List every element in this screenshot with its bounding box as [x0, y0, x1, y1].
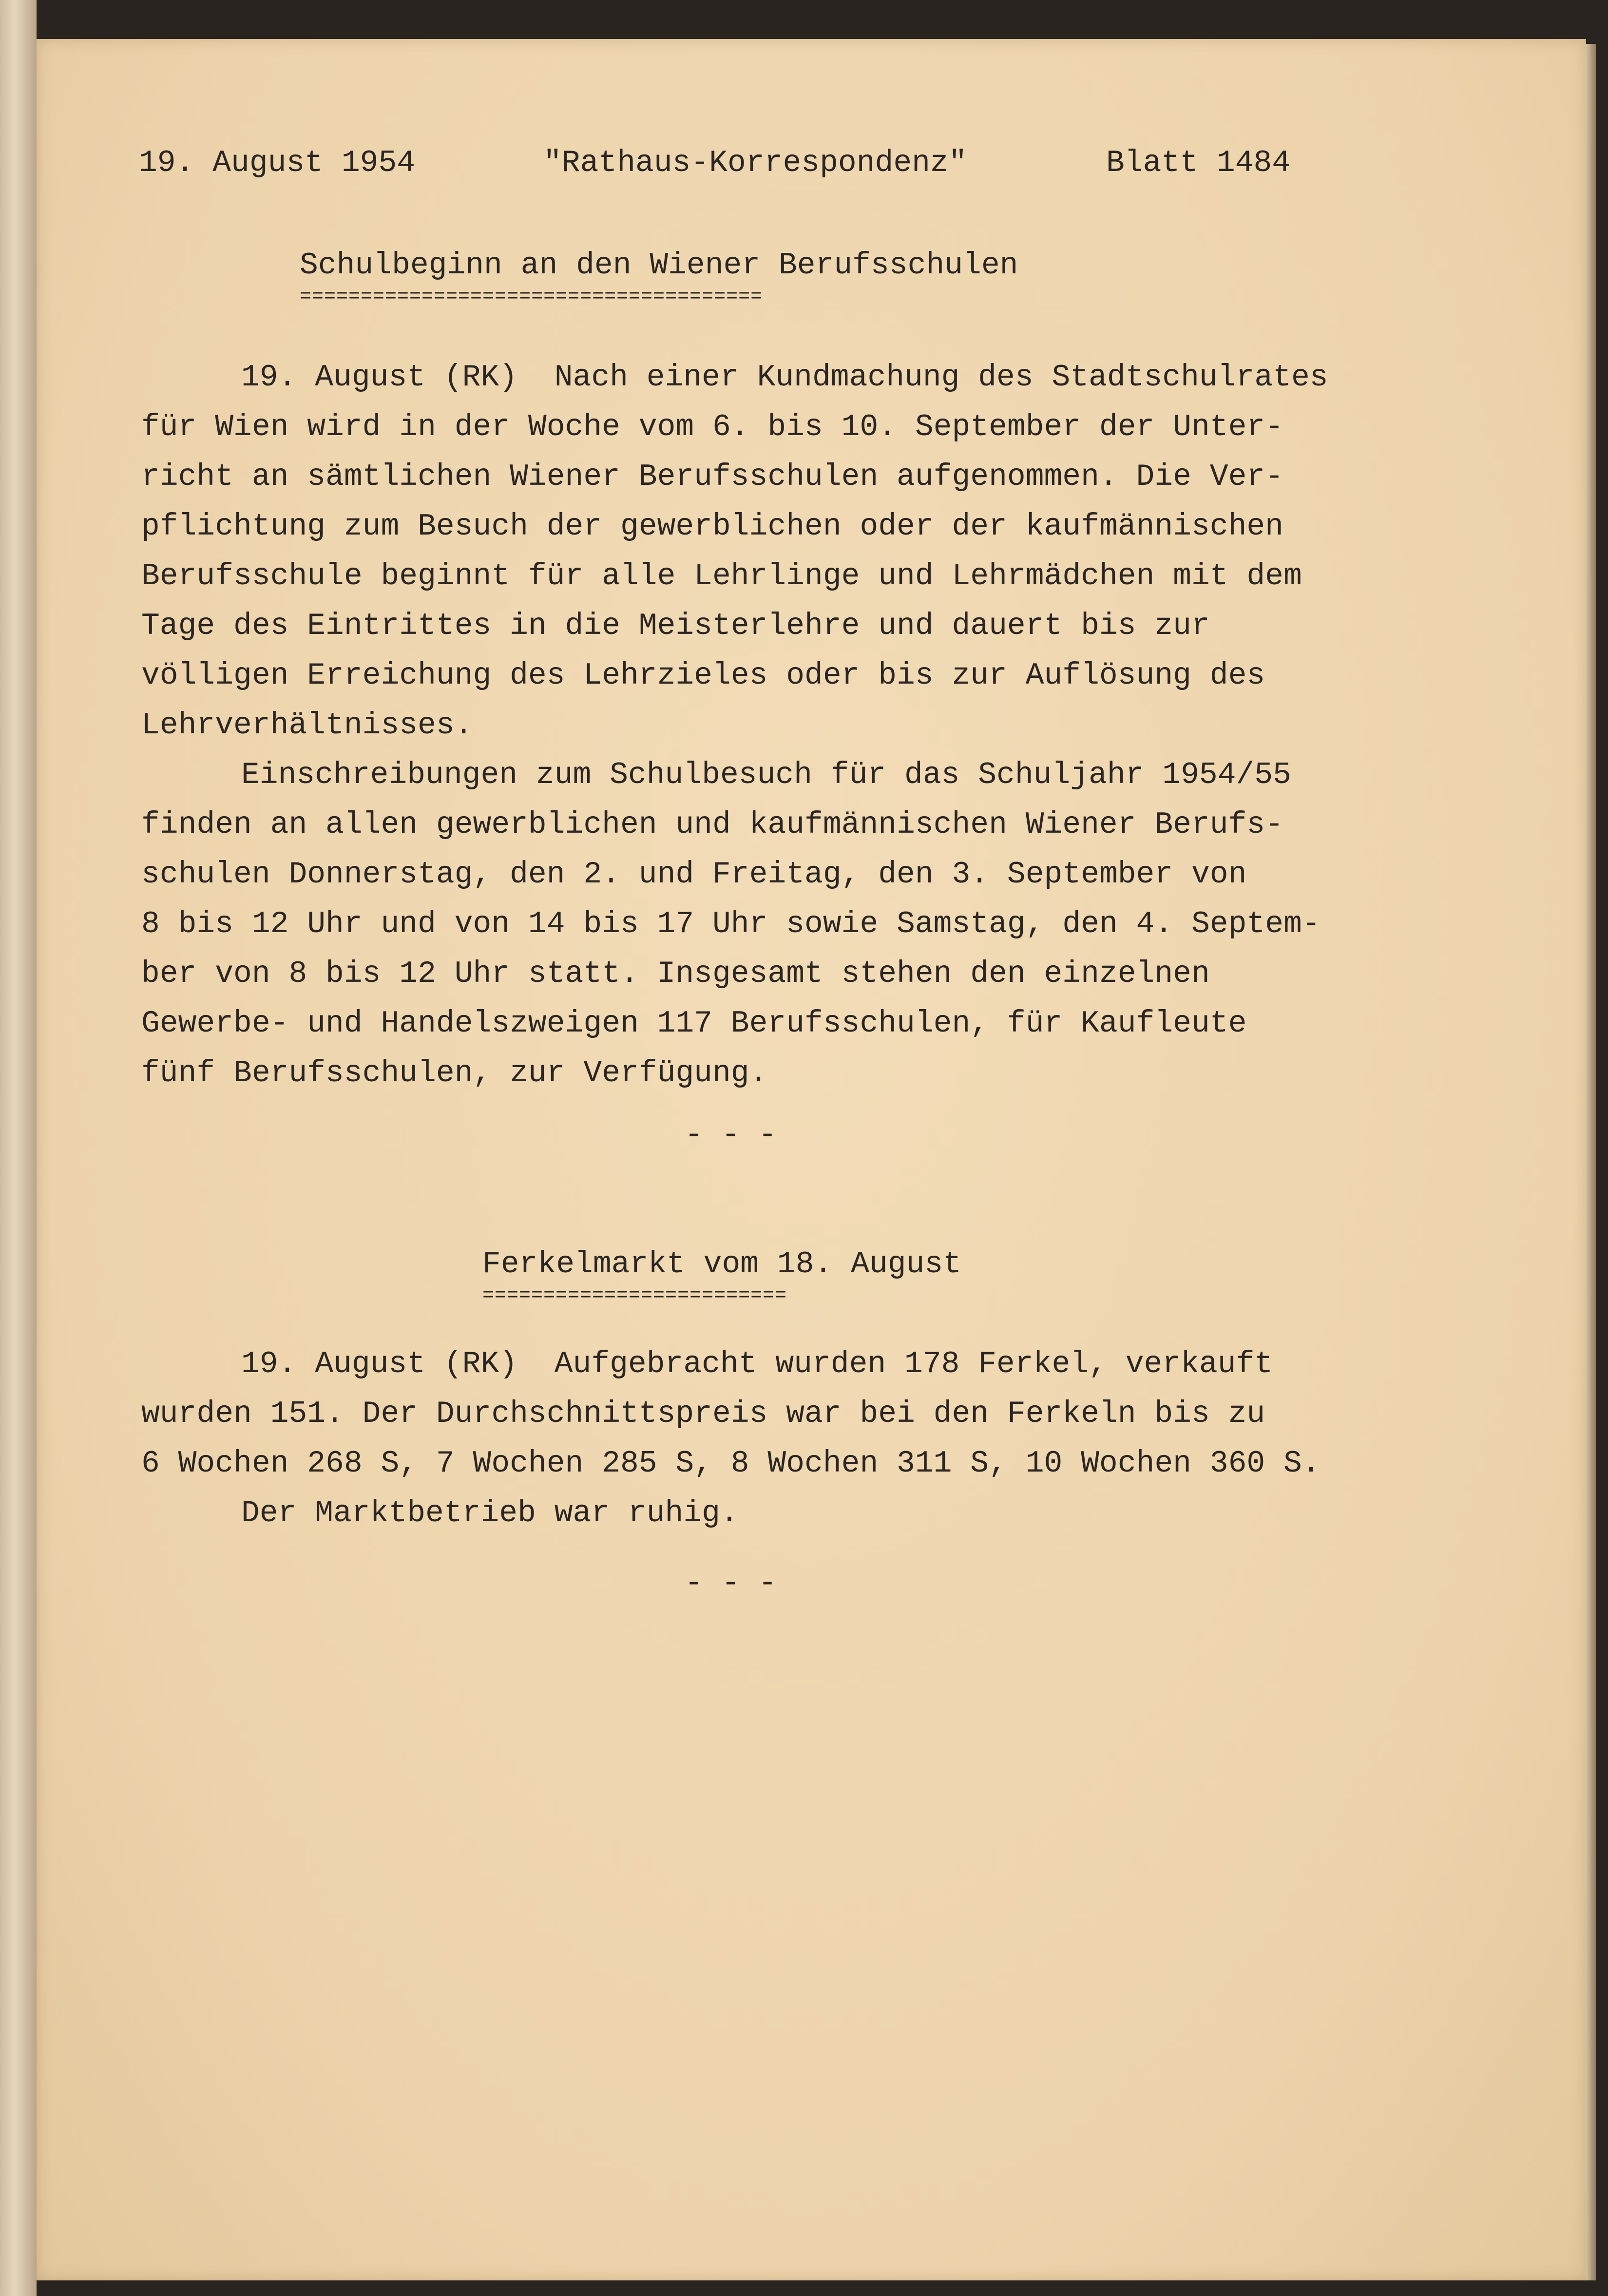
article-1-line-12: 8 bis 12 Uhr und von 14 bis 17 Uhr sowie Samstag, den 4. Septem-: [141, 907, 1321, 941]
book-binding: [0, 0, 37, 2296]
article-1-title-rule: ======================================: [300, 287, 763, 307]
article-1-separator: - - -: [685, 1118, 777, 1152]
page-edge: [1586, 44, 1596, 2280]
article-2-title: Ferkelmarkt vom 18. August: [482, 1247, 961, 1282]
article-1-line-9: Einschreibungen zum Schulbesuch für das Schuljahr 1954/55: [241, 758, 1291, 792]
header-sheet: Blatt 1484: [1106, 146, 1291, 180]
header-publication: "Rathaus-Korrespondenz": [543, 146, 967, 180]
article-1-line-11: schulen Donnerstag, den 2. und Freitag, den 3. September von: [141, 857, 1247, 892]
article-1-line-8: Lehrverhältnisses.: [141, 708, 473, 743]
article-1-line-7: völligen Erreichung des Lehrzieles oder bis zur Auflösung des: [141, 658, 1265, 693]
article-2-separator: - - -: [685, 1566, 777, 1601]
article-1-line-15: fünf Berufsschulen, zur Verfügung.: [141, 1056, 768, 1091]
article-1-line-2: für Wien wird in der Woche vom 6. bis 10. September der Unter-: [141, 410, 1283, 444]
article-2-line-1: 19. August (RK) Aufgebracht wurden 178 Ferkel, verkauft: [241, 1347, 1273, 1381]
article-1-line-5: Berufsschule beginnt für alle Lehrlinge und Lehrmädchen mit dem: [141, 559, 1302, 593]
article-1-line-3: richt an sämtlichen Wiener Berufsschulen aufgenommen. Die Ver-: [141, 459, 1283, 494]
article-2-line-2: wurden 151. Der Durchschnittspreis war bei den Ferkeln bis zu: [141, 1397, 1265, 1431]
article-1-line-10: finden an allen gewerblichen und kaufmännischen Wiener Berufs-: [141, 807, 1283, 842]
document-page: [37, 39, 1586, 2280]
article-1-line-1: 19. August (RK) Nach einer Kundmachung des Stadtschulrates: [241, 360, 1328, 395]
article-2-title-rule: =========================: [482, 1286, 787, 1306]
article-2-line-4: Der Marktbetrieb war ruhig.: [241, 1496, 739, 1531]
article-1-line-4: pflichtung zum Besuch der gewerblichen oder der kaufmännischen: [141, 509, 1283, 544]
article-1-line-6: Tage des Eintrittes in die Meisterlehre und dauert bis zur: [141, 609, 1210, 643]
article-2-line-3: 6 Wochen 268 S, 7 Wochen 285 S, 8 Wochen 311 S, 10 Wochen 360 S.: [141, 1446, 1321, 1481]
article-1-line-13: ber von 8 bis 12 Uhr statt. Insgesamt stehen den einzelnen: [141, 957, 1210, 991]
header-date: 19. August 1954: [139, 146, 416, 180]
article-1-line-14: Gewerbe- und Handelszweigen 117 Berufsschulen, für Kaufleute: [141, 1006, 1247, 1041]
article-1-title: Schulbeginn an den Wiener Berufsschulen: [300, 248, 1018, 283]
